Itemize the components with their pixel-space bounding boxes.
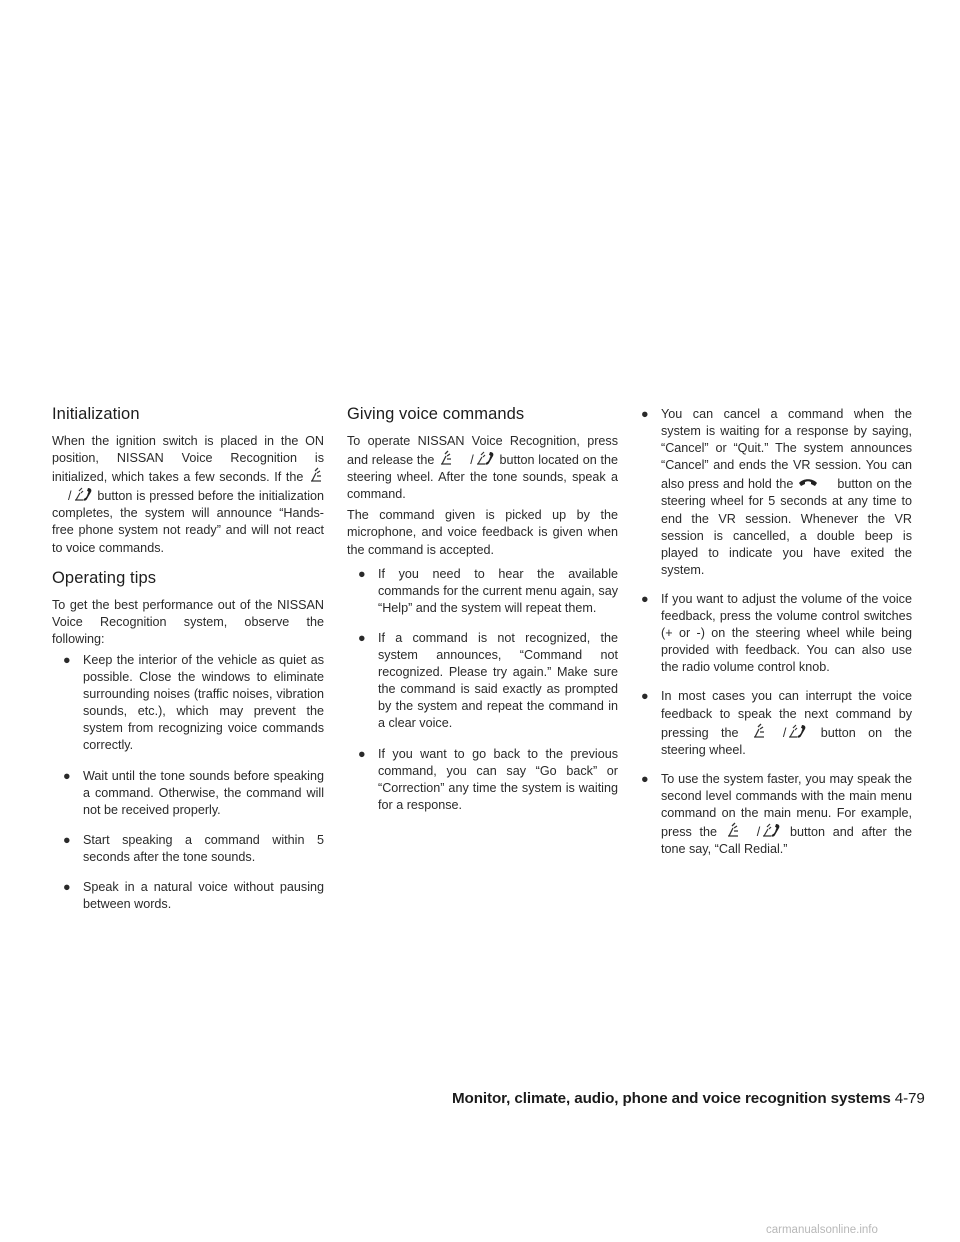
bullet: ● xyxy=(63,879,71,894)
commands-list xyxy=(357,566,618,814)
talk-phone-icon xyxy=(762,822,782,839)
bullet: ● xyxy=(641,689,649,704)
page-footer xyxy=(452,1090,925,1107)
talk-phone-icon xyxy=(476,450,496,467)
bullet: ● xyxy=(63,768,71,783)
operate-paragraph: To operate NISSAN Voice Recognition, press and release the / button located on the steering wheel. After the tone sounds, speak a command. xyxy=(347,434,619,502)
watermark: carmanualsonline.info xyxy=(766,1224,878,1236)
list-item: ● In most cases you can interrupt the voice feedback to speak the next command by pressing the / button on the steering wheel. xyxy=(641,689,913,757)
bullet: ● xyxy=(63,652,71,667)
footer-section-title: Monitor, climate, audio, phone and voice recognition systems xyxy=(452,1090,891,1107)
talk-icon xyxy=(438,450,454,467)
talk-icon xyxy=(308,467,324,484)
column-middle xyxy=(347,404,618,827)
page-number: 4-79 xyxy=(894,1090,925,1107)
list-item: ● You can cancel a command when the system is waiting for a response by saying, “Cancel” or “Quit.” The system announces “Cancel” and ends the VR session. You can also press and hold the button on the steering wheel for 5 seconds at any time to end the VR session. Whenever the VR session is cancelled, a double beep is played to indicate you have exited the system. xyxy=(641,407,912,577)
bullet: ● xyxy=(358,746,366,761)
talk-phone-icon xyxy=(74,486,94,503)
slash: / xyxy=(782,725,787,740)
list-item: ● If a command is not recognized, the system announces, “Command not recognized. Please try again.” Make sure the command is said exactly as prompted by the system and repeat the command in a clear voice. xyxy=(358,630,618,731)
feedback-paragraph: The command given is picked up by the microphone, and voice feedback is given when the command is accepted. xyxy=(347,508,618,557)
talk-phone-icon xyxy=(788,723,808,740)
list-item: ● If you want to go back to the previous command, you can say “Go back” or “Correction” any time the system is waiting for a response. xyxy=(358,746,618,812)
heading-initialization: Initialization xyxy=(52,405,140,423)
list-item: ● If you want to adjust the volume of the voice feedback, press the volume control switches (+ or -) on the steering wheel while being provided with feedback. You can also use the radio volume control knob. xyxy=(641,591,912,675)
list-item: ● Speak in a natural voice without pausing between words. xyxy=(63,879,324,912)
init-text-a: When the ignition switch is placed in the ON position, NISSAN Voice Recognition is initialized, which takes a few seconds. If the xyxy=(52,434,324,485)
bullet: ● xyxy=(63,832,71,847)
list-item: ● Keep the interior of the vehicle as quiet as possible. Close the windows to eliminate surrounding noises (traffic noises, vibration sounds, etc.), which may prevent the system from recognizing voice commands correctly. xyxy=(63,652,324,753)
slash: / xyxy=(68,489,72,504)
init-paragraph xyxy=(52,433,324,557)
bullet: ● xyxy=(641,407,649,421)
list-item: ● If you need to hear the available commands for the current menu again, say “Help” and the system will repeat them. xyxy=(358,566,618,615)
column-left xyxy=(52,404,324,926)
column-right xyxy=(640,406,912,870)
phone-end-icon xyxy=(797,474,819,491)
tips-continued-list xyxy=(640,406,912,858)
list-item: ● Wait until the tone sounds before speaking a command. Otherwise, the command will not be received properly. xyxy=(63,768,324,817)
bullet: ● xyxy=(641,591,649,606)
init-text-b: button is pressed before the initialization completes, the system will announce “Hands-free phone system not ready” and will not react to voice commands. xyxy=(52,489,325,555)
tips-list xyxy=(62,652,324,913)
bullet: ● xyxy=(641,771,649,786)
list-item: ● To use the system faster, you may speak the second level commands with the main menu command on the main menu. For example, press the / button and after the tone say, “Call Redial.” xyxy=(641,771,913,857)
talk-icon xyxy=(751,723,767,740)
slash: / xyxy=(756,825,761,840)
bullet: ● xyxy=(358,566,366,581)
list-item: ● Start speaking a command within 5 seconds after the tone sounds. xyxy=(63,832,324,864)
heading-giving-voice-commands: Giving voice commands xyxy=(347,405,525,423)
slash: / xyxy=(470,453,474,468)
heading-operating-tips: Operating tips xyxy=(52,568,157,587)
tips-intro: To get the best performance out of the NISSAN Voice Recognition system, observe the following: xyxy=(52,597,324,646)
talk-icon xyxy=(725,822,741,839)
bullet: ● xyxy=(358,630,366,645)
